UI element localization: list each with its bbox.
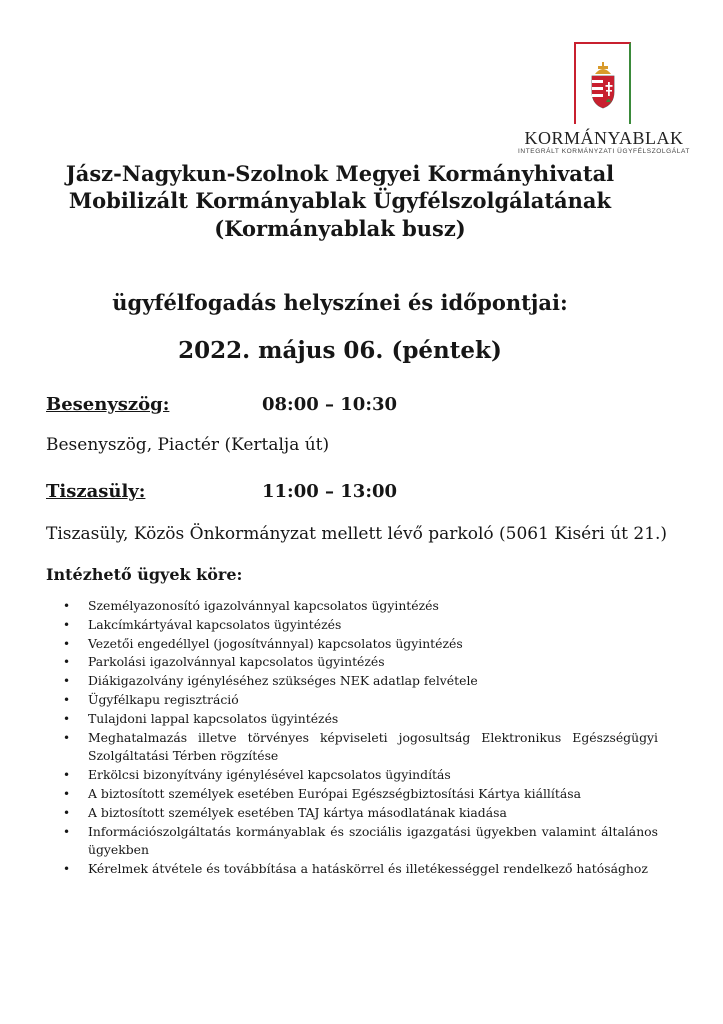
kormanyablak-logo <box>514 42 694 164</box>
list-item: • Vezetői engedéllyel (jogosítvánnyal) kapcsolatos ügyintézés <box>58 635 658 654</box>
list-item: • Tulajdoni lappal kapcsolatos ügyintézés <box>58 710 658 729</box>
location-time: 11:00 – 13:00 <box>262 481 398 502</box>
logo-subtitle: INTEGRÁLT KORMÁNYZATI ÜGYFÉLSZOLGÁLAT <box>518 148 690 155</box>
location-address: Tiszasüly, Közös Önkormányzat mellett lévő parkoló (5061 Kiséri út 21.) <box>46 524 668 544</box>
event-date: 2022. május 06. (péntek) <box>178 337 502 364</box>
list-item: • Meghatalmazás illetve törvényes képviseleti jogosultság Elektronikus Egészségügyi Szolgáltatási Térben rögzítése <box>58 729 658 767</box>
location-name: Tiszasüly: <box>46 481 146 502</box>
location-address: Besenyszög, Piactér (Kertalja út) <box>46 435 330 455</box>
list-item: • Információszolgáltatás kormányablak és szociális igazgatási ügyekben valamint általános ügyekben <box>58 823 658 861</box>
title-line: Mobilizált Kormányablak Ügyfélszolgálatának <box>68 188 612 214</box>
list-item: • Parkolási igazolvánnyal kapcsolatos ügyintézés <box>58 653 658 672</box>
hungarian-coat-of-arms-icon <box>586 62 620 110</box>
list-item: • Személyazonosító igazolvánnyal kapcsolatos ügyintézés <box>58 597 658 616</box>
list-item: • Lakcímkártyával kapcsolatos ügyintézés <box>58 616 658 635</box>
list-item: • Erkölcsi bizonyítvány igénylésével kapcsolatos ügyindítás <box>58 766 658 785</box>
cases-heading: Intézhető ügyek köre: <box>46 565 243 584</box>
document-subtitle: ügyfélfogadás helyszínei és időpontjai: <box>112 290 568 315</box>
list-item: • A biztosított személyek esetében Európai Egészségbiztosítási Kártya kiállítása <box>58 785 658 804</box>
title-line: (Kormányablak busz) <box>214 215 466 241</box>
document-title <box>20 160 660 242</box>
list-item: • A biztosított személyek esetében TAJ kártya másodlatának kiadása <box>58 804 658 823</box>
logo-name: KORMÁNYABLAK <box>524 128 684 148</box>
title-line: Jász-Nagykun-Szolnok Megyei Kormányhivatal <box>65 161 615 186</box>
cases-list <box>58 597 658 879</box>
list-item: • Kérelmek átvétele és továbbítása a hatáskörrel és illetékességgel rendelkező hatósághoz <box>58 860 658 879</box>
location-name: Besenyszög: <box>46 394 170 415</box>
list-item: • Diákigazolvány igényléséhez szükséges NEK adatlap felvétele <box>58 672 658 691</box>
location-time: 08:00 – 10:30 <box>262 394 398 415</box>
list-item: • Ügyfélkapu regisztráció <box>58 691 658 710</box>
